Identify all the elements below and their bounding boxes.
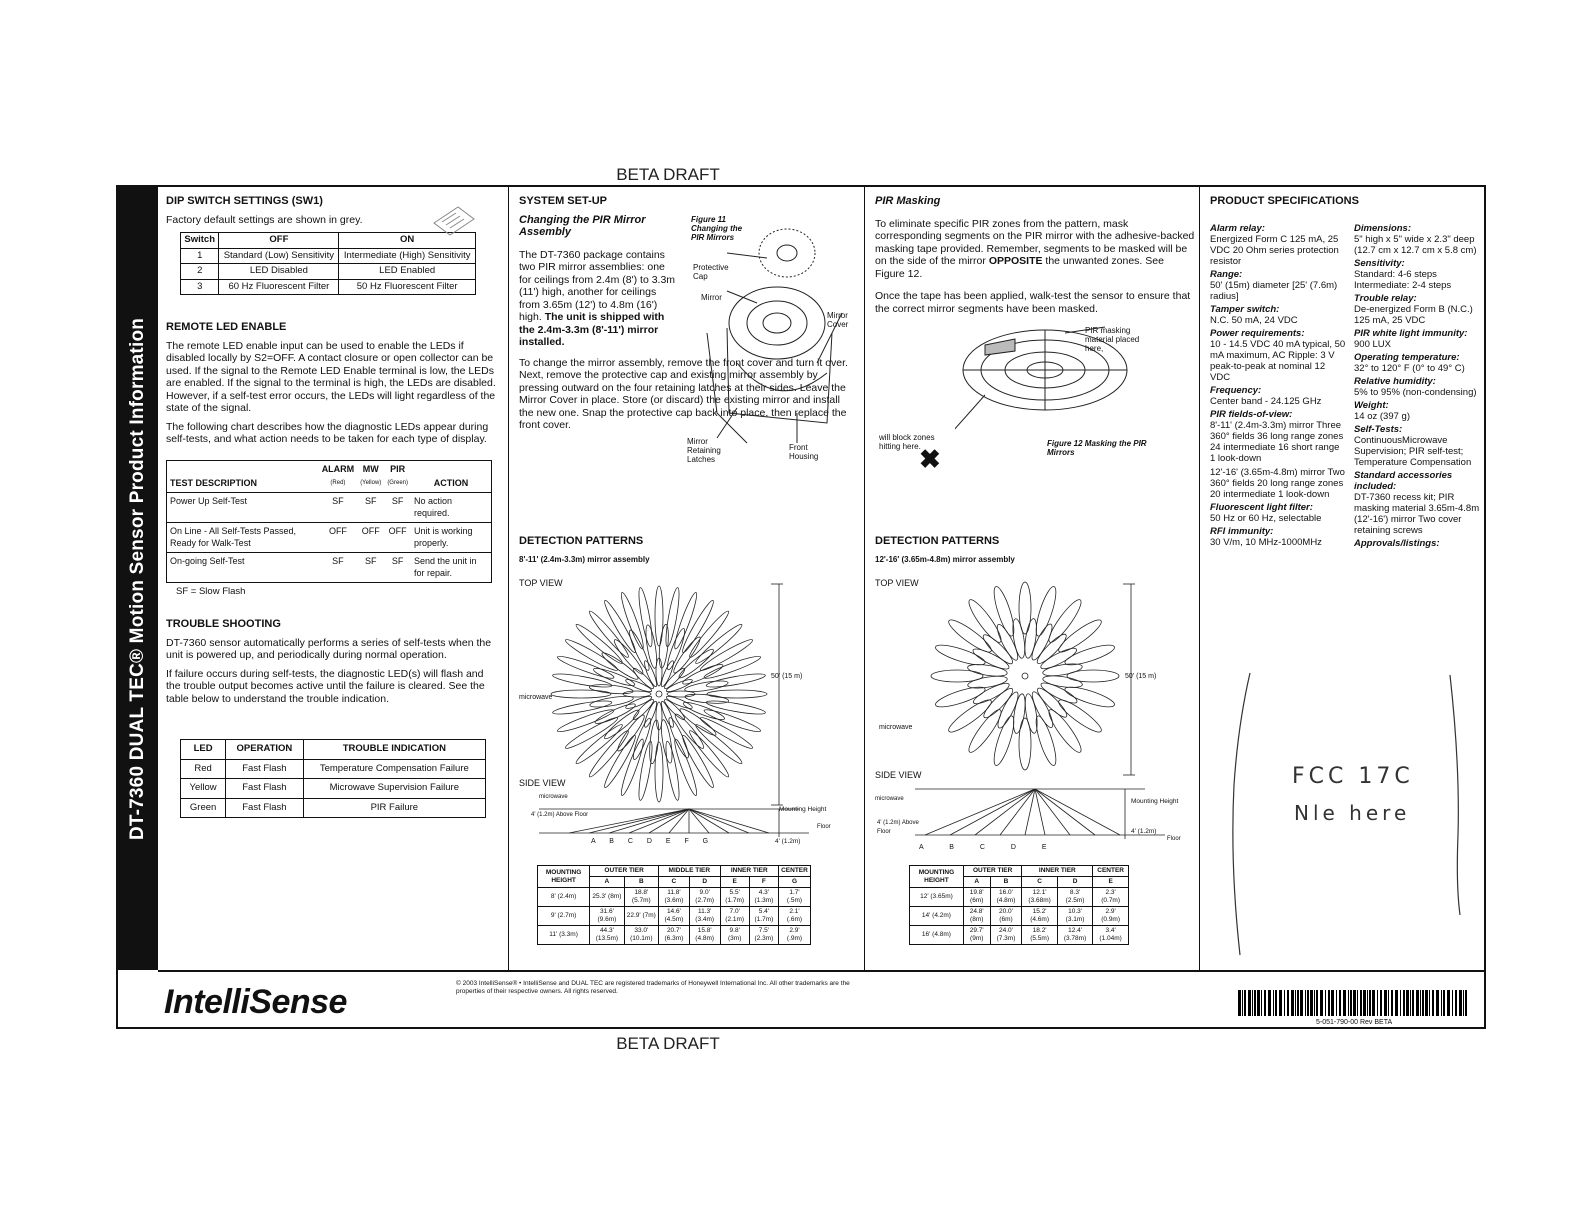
det2-far: 4' (1.2m): [1131, 828, 1157, 835]
det2-top-view: TOP VIEW: [875, 578, 919, 588]
masking-p1-end: the unwanted zones. See Figure 12.: [875, 255, 1164, 280]
beta-draft-bottom: BETA DRAFT: [616, 1034, 720, 1053]
det1-side-view: SIDE VIEW: [519, 778, 566, 788]
footer-divider: [158, 970, 1484, 972]
mirror-assembly-diagram: [687, 213, 857, 463]
det2-dim: 50' (15 m): [1125, 673, 1157, 680]
det1-zones: A B C D E F G: [591, 838, 715, 845]
det1-above: 4' (1.2m) Above Floor: [531, 812, 589, 818]
product-sheet: [116, 185, 1486, 1029]
label-protective-cap: Protective Cap: [693, 263, 729, 281]
beta-draft-top: BETA DRAFT: [616, 165, 720, 184]
figure-12-caption: Figure 12 Masking the PIR Mirrors: [1047, 439, 1147, 457]
setup-subheading: Changing the PIR Mirror Assembly: [519, 213, 646, 238]
det1-height-table: MOUNTING HEIGHT OUTER TIER MIDDLE TIER INNER TIER CENTER A B C D E F G 8' (2.4m) 25.3' (8m) 18.8' (5.7m) 11.8' (3.6m) 9.0' (2.7m) 5.5' (1.7m) 4.3' (1.3m) 1.7' (.5m) 9' (2.7m) 31.6' (9.6m) 22.9' (7m) 14.6' (4.5m) 11.3' (3.4m) 7.0' (2.1m) 5.4' (1.7m) 2.1' (.6m) 11' (3.3m) 44.3' (13.5m) 33.0' (10.1m) 20.7' (6.3m) 15.8' (4.8m) 9.8' (3m) 7.5' (2.3m) 2.9' (.9m): [537, 865, 811, 945]
panel-system-setup: [519, 195, 855, 942]
dip-note: Factory default settings are shown in grey.: [166, 213, 363, 226]
det2-sub: 12'-16' (3.65m-4.8m) mirror assembly: [875, 555, 1015, 564]
panel-dip-switch: [166, 195, 498, 818]
self-test-table: TEST DESCRIPTION ALARM (Red) MW (Yellow) PIR (Green) ACTION Power Up Self-Test SF SF SF No action required. On Line - All Self-Tests Passed, Ready for Walk-Test OFF OFF OFF Unit is working properly. On-going Self-Test SF SF SF Send the unit in for repair.: [166, 460, 492, 583]
masking-p1-bold: OPPOSITE: [988, 255, 1043, 267]
copyright: © 2003 IntelliSense® • IntelliSense and DUAL TEC are registered trademarks of Honeywell International Inc. All other trademarks are the properties of their respective owners. All rights reserved.: [456, 980, 850, 995]
panel-specifications: [1210, 195, 1486, 825]
block-x-icon: ✖: [919, 444, 941, 474]
trouble-p1: DT-7360 sensor automatically performs a series of self-tests when the unit is powered up, and periodically during normal operation.: [166, 636, 492, 661]
det1-top-view: TOP VIEW: [519, 578, 563, 588]
det1-far: 4' (1.2m): [775, 838, 801, 845]
label-mirror: Mirror: [701, 293, 722, 302]
masking-heading: PIR Masking: [875, 195, 941, 207]
det2-above: 4' (1.2m) Above Floor: [877, 820, 919, 835]
remote-heading: REMOTE LED ENABLE: [166, 321, 287, 333]
det2-mount: Mounting Height: [1131, 798, 1179, 805]
setup-p1: The DT-7360 package contains two PIR mirror assemblies: one for ceilings from 2.4m (8') to 3.3m (11') high, another for ceilings from 3.65m (12') to 4.8m (16') high.: [519, 248, 676, 323]
det1-dim: 50' (15 m): [771, 673, 803, 680]
side-title: DT-7360 DUAL TEC® Motion Sensor Product Information: [127, 317, 148, 841]
dip-table: Switch OFF ON 1 Standard (Low) Sensitivity Intermediate (High) Sensitivity 2 LED Disabled LED Enabled 3 60 Hz Fluorescent Filter 50 Hz Fluorescent Filter: [180, 232, 476, 295]
intellisense-logo: IntelliSense: [164, 983, 347, 1021]
det2-floor: Floor: [1167, 836, 1181, 842]
remote-p2: The following chart describes how the diagnostic LEDs appear during self-tests, and what action needs to be taken for each type of display.: [166, 420, 489, 445]
part-number: 5-051-790-00 Rev BETA: [1316, 1019, 1393, 1026]
divider-1: [508, 187, 509, 970]
masking-p1: To eliminate specific PIR zones from the pattern, mask corresponding segments on the PIR mirror with the adhesive-backed masking tape provided. Remember, segments to be masked will be on the side of the mirror: [875, 217, 1195, 267]
det1-mount: Mounting Height: [779, 806, 827, 813]
det1-sub: 8'-11' (2.4m-3.3m) mirror assembly: [519, 555, 650, 564]
det2-side-view: SIDE VIEW: [875, 770, 922, 780]
panel-pir-masking: [875, 195, 1195, 942]
masking-p2: Once the tape has been applied, walk-test the sensor to ensure that the correct mirror segments have been masked.: [875, 290, 1191, 315]
det1-heading: DETECTION PATTERNS: [519, 535, 644, 547]
trouble-heading: TROUBLE SHOOTING: [166, 618, 281, 630]
det2-height-table: MOUNTING HEIGHT OUTER TIER INNER TIER CENTER A B C D E 12' (3.65m) 19.8' (6m) 16.0' (4.8m) 12.1' (3.68m) 8.3' (2.5m) 2.3' (0.7m) 14' (4.2m) 24.8' (8m) 20.0' (6m) 15.2' (4.6m) 10.3' (3.1m) 2.9' (0.9m) 16' (4.8m) 29.7' (9m) 24.0' (7.3m) 18.2' (5.5m) 12.4' (3.78m) 3.4' (1.04m): [909, 865, 1129, 945]
det1-microwave: microwave: [519, 694, 553, 701]
trouble-table: LED OPERATION TROUBLE INDICATION Red Fast Flash Temperature Compensation Failure Yellow Fast Flash Microwave Supervision Failure Green Fast Flash PIR Failure: [180, 739, 486, 818]
det1-top-pattern: [539, 580, 819, 810]
specs-col1: Alarm relay: Energized Form C 125 mA, 25 VDC 20 Ohm series protection resistor Range: 50' (15m) diameter [25' (7.6m) radius] Tamper switch: N.C. 50 mA, 24 VDC Power requirements: 10 - 14.5 VDC 40 mA typical, 50 mA maximum, AC Ripple: 3 V peak-to-peak at nominal 12 VDC Frequency: Center band - 24.125 GHz PIR fields-of-view: 8'-11' (2.4m-3.3m) mirror Three 360° fields 36 long range zones 24 intermediate 16 short range 1 look-down 12'-16' (3.65m-4.8m) mirror Two 360° fields 20 long range zones 20 intermediate 1 look-down Fluorescent light filter: 50 Hz or 60 Hz, selectable RFI immunity: 30 V/m, 10 MHz-1000MHz: [1210, 223, 1346, 548]
label-mirror-cover: Mirror Cover: [827, 311, 849, 329]
det2-microwave: microwave: [879, 724, 913, 731]
det1-floor: Floor: [817, 824, 831, 830]
det1-microwave-side: microwave: [539, 794, 568, 800]
specs-col2: Dimensions: 5" high x 5" wide x 2.3" deep (12.7 cm x 12.7 cm x 5.8 cm) Sensitivity: Standard: 4-6 steps Intermediate: 2-4 steps Trouble relay: De-energized Form B (N.C.) 125 mA, 25 VDC PIR white light immunity: 900 LUX Operating temperature: 32° to 120° F (0° to 49° C) Relative humidity: 5% to 95% (non-condensing) Weight: 14 oz (397 g) Self-Tests: ContinuousMicrowave Supervision; PIR self-test; Temperature Compensation Standard accessories included: DT-7360 recess kit; PIR masking material 3.65m-4.8m (12'-16') mirror Two cover retaining screws Approvals/listings:: [1354, 223, 1480, 549]
side-title-band: [118, 187, 158, 970]
figure-11-caption: Figure 11 Changing the PIR Mirrors: [691, 215, 743, 242]
label-block-zones: will block zones hitting here.: [879, 433, 935, 451]
divider-2: [864, 187, 865, 970]
dip-heading: DIP SWITCH SETTINGS (SW1): [166, 195, 323, 207]
setup-p1-bold: The unit is shipped with the 2.4m-3.3m (8'-11') mirror installed.: [519, 311, 665, 348]
label-retaining-latches: Mirror Retaining Latches: [687, 437, 721, 464]
dip-switch-icon: [428, 203, 478, 243]
remote-p1: The remote LED enable input can be used to enable the LEDs if disabled locally by S2=OFF. A contact closure or open collector can be used. If the signal to the Remote LED Enable terminal is low, the LEDs are enabled. If the signal to the terminal is high, the LEDs are disabled. However, if a self-test error occurs, the LEDs will light regardless of the state of the signal.: [166, 339, 496, 414]
det2-zones: A B C D E: [919, 844, 1059, 851]
setup-p2: To change the mirror assembly, remove the front cover and turn it over. Next, remove the protective cap and existing mirror assembly by pressing outward on the four retaining latches at their sides. Leave the Mirror Cover in place. Store (or discard) the existing mirror and install the new one. Snap the protective cap back into place, then replace the front cover.: [519, 356, 848, 431]
label-masking-material: PIR masking material placed here,: [1085, 326, 1140, 353]
det2-microwave-side: microwave: [875, 796, 904, 802]
handwriting-fcc: FCC 17C: [1292, 764, 1414, 789]
sf-legend: SF = Slow Flash: [176, 585, 246, 597]
det2-heading: DETECTION PATTERNS: [875, 535, 1000, 547]
trouble-p2: If failure occurs during self-tests, the diagnostic LED(s) will flash and the trouble output becomes active until the failure is cleared. See the table below to understand the trouble indication.: [166, 667, 485, 705]
barcode: [1238, 990, 1468, 1016]
label-front-housing: Front Housing: [789, 443, 819, 461]
handwriting-note: Nle here: [1294, 801, 1411, 825]
setup-heading: SYSTEM SET-UP: [519, 195, 608, 207]
specs-heading: PRODUCT SPECIFICATIONS: [1210, 195, 1359, 207]
